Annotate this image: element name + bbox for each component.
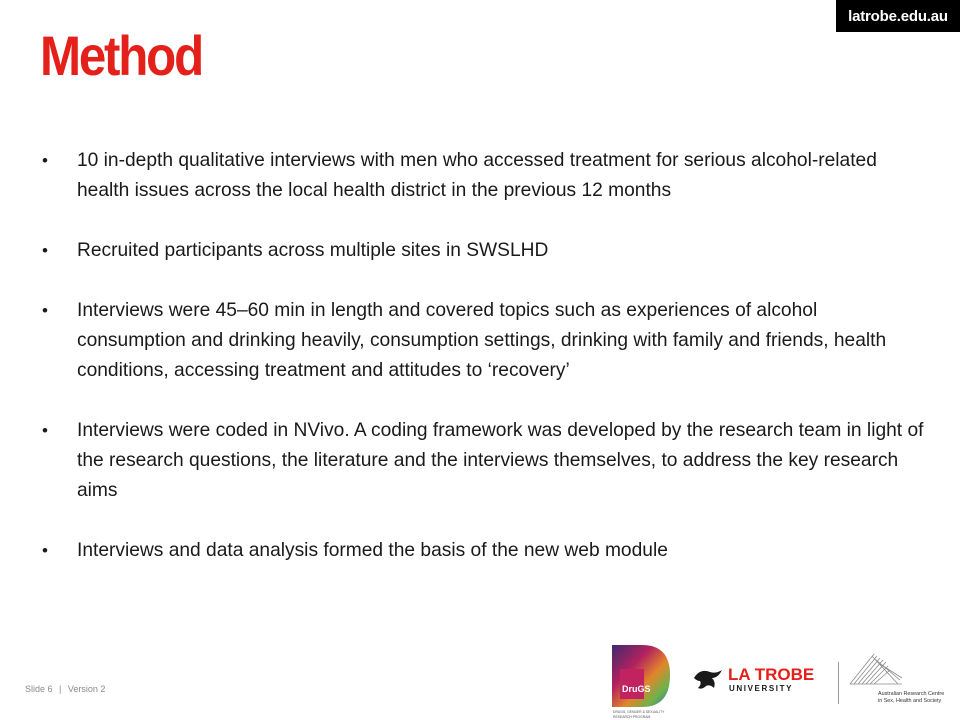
drugs-logo-caption-2: RESEARCH PROGRAM (613, 715, 651, 719)
arcshs-logo (846, 650, 956, 706)
footer-separator: | (59, 684, 62, 694)
slide-footer (25, 684, 105, 694)
arcshs-mark-icon (850, 654, 902, 684)
drugs-logo (612, 645, 670, 720)
version-label: Version 2 (67, 684, 106, 694)
latrobe-logo-line2: UNIVERSITY (729, 684, 794, 693)
drugs-logo-caption-1: DRUGS, GENDER & SEXUALITY (613, 710, 665, 714)
bullet-text: Recruited participants across multiple sites in SWSLHD (77, 240, 549, 261)
site-url-badge: latrobe.edu.au (836, 0, 960, 32)
bullet-item (40, 296, 930, 386)
bullet-dot: • (42, 421, 48, 440)
bullet-dot: • (42, 241, 48, 260)
bullet-text: Interviews were coded in NVivo. A coding framework was developed by the research team in light of the research questions, the literature and the interviews themselves, to address the key research aims (77, 420, 924, 501)
bullet-dot: • (42, 151, 48, 170)
slide-title: Method (40, 24, 202, 87)
bullet-dot: • (42, 301, 48, 320)
bullet-item (40, 536, 930, 566)
arcshs-logo-line1: Australian Research Centre (878, 691, 945, 697)
bullet-item (40, 416, 930, 506)
pelican-icon (694, 670, 722, 689)
bullet-dot: • (42, 541, 48, 560)
slide-number: Slide 6 (25, 684, 53, 694)
bullet-text: Interviews were 45–60 min in length and covered topics such as experiences of alcohol consumption and drinking heavily, consumption settings, drinking with family and friends, health conditions, accessing treatment and attitudes to ‘recovery’ (77, 300, 887, 381)
bullet-item (40, 236, 930, 266)
logo-divider (838, 662, 839, 704)
bullet-list (40, 146, 930, 596)
bullet-item (40, 146, 930, 206)
latrobe-logo-line1: LA TROBE (728, 665, 815, 684)
bullet-text: 10 in-depth qualitative interviews with men who accessed treatment for serious alcohol-related health issues across the local health district in the previous 12 months (77, 150, 877, 201)
arcshs-logo-line2: in Sex, Health and Society (878, 698, 942, 704)
bullet-text: Interviews and data analysis formed the basis of the new web module (77, 540, 668, 561)
drugs-logo-name: DruGS (622, 684, 651, 694)
latrobe-logo (692, 664, 832, 694)
